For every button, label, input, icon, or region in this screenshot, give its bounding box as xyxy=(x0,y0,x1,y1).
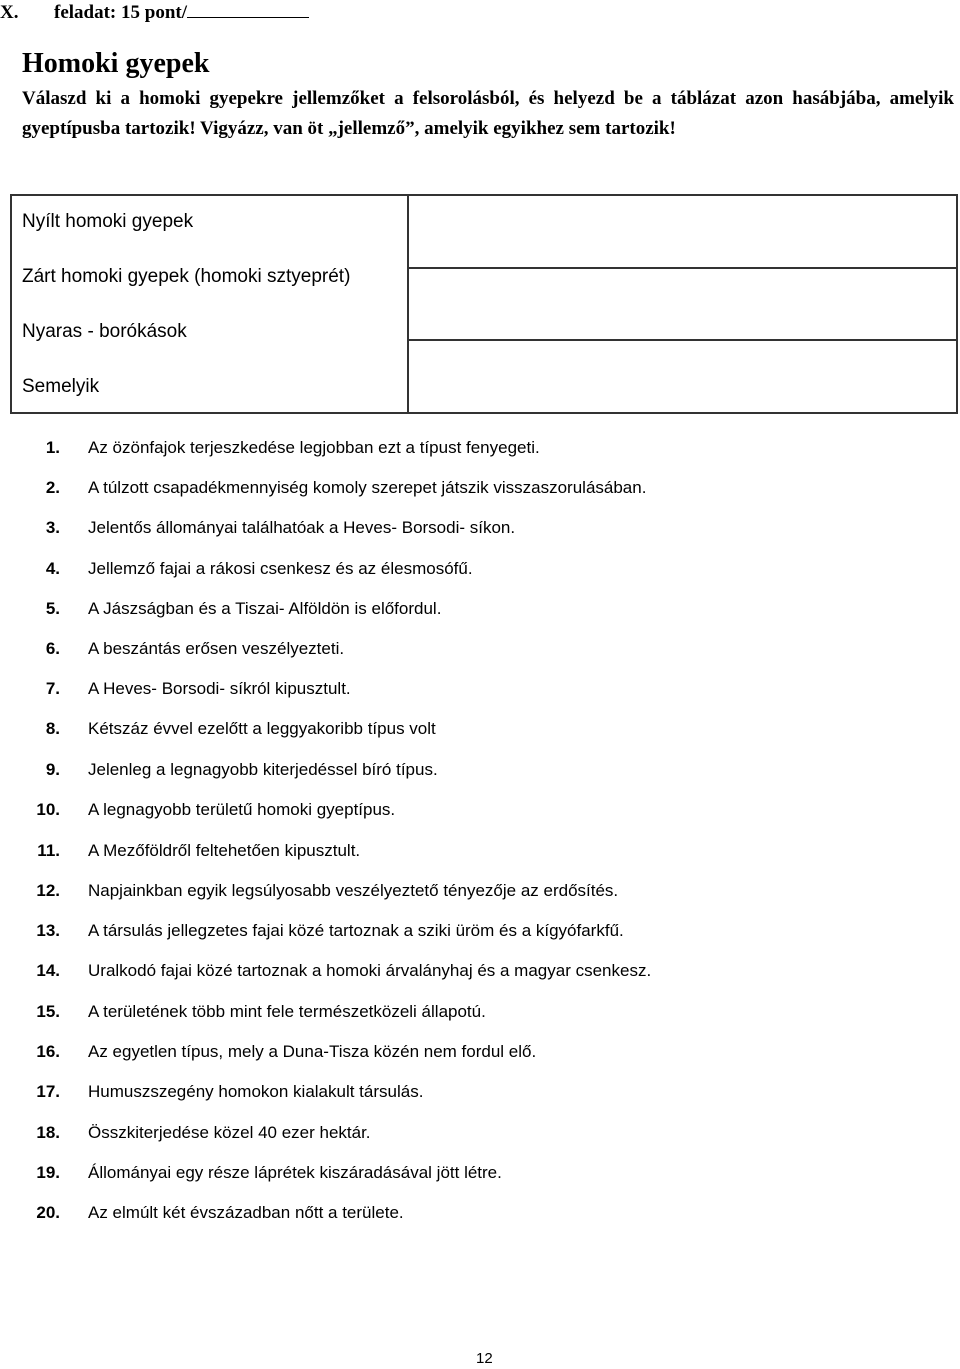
item-number: 5. xyxy=(45,599,60,618)
item-number: 13. xyxy=(36,921,60,940)
item-text: A túlzott csapadékmennyiség komoly szerepet játszik visszaszorulásában. xyxy=(88,478,647,497)
item-number: 15. xyxy=(36,1002,60,1021)
answer-table xyxy=(10,194,958,414)
exercise-points: feladat: 15 pont/ xyxy=(54,2,187,23)
item-number: 7. xyxy=(45,679,60,698)
item-number: 4. xyxy=(45,559,60,578)
item-text: A legnagyobb területű homoki gyeptípus. xyxy=(88,800,396,819)
answer-cell-none[interactable] xyxy=(409,341,956,412)
item-text: Kétszáz évvel ezelőtt a leggyakoribb típus volt xyxy=(88,719,436,738)
item-text: Uralkodó fajai közé tartoznak a homoki árvalányhaj és a magyar csenkesz. xyxy=(88,961,652,980)
item-text: A Mezőföldről feltehetően kipusztult. xyxy=(88,841,361,860)
item-text: Állományai egy része láprétek kiszáradásával jött létre. xyxy=(88,1163,502,1182)
instructions: Válaszd ki a homoki gyepekre jellemzőket a felsorolásból, és helyezd be a táblázat azon hasábjába, amelyik gyeptípusba tartozik! Vigyázz, van öt „jellemző”, amelyik egyikhez sem tartozik! xyxy=(22,88,954,139)
page-number: 12 xyxy=(476,1350,493,1367)
item-text: A társulás jellegzetes fajai közé tartoznak a sziki üröm és a kígyófarkfű. xyxy=(88,921,624,940)
item-number: 9. xyxy=(45,760,60,779)
score-blank-line[interactable] xyxy=(187,3,309,18)
exercise-number: X. xyxy=(0,2,19,23)
item-text: Napjainkban egyik legsúlyosabb veszélyeztető tényezője az erdősítés. xyxy=(88,881,619,900)
item-number: 18. xyxy=(36,1123,60,1142)
item-number: 16. xyxy=(36,1042,60,1061)
type-label-poplar-juniper: Nyaras - borókások xyxy=(22,321,187,342)
item-text: Az özönfajok terjeszkedése legjobban ezt a típust fenyegeti. xyxy=(88,438,540,457)
answer-cell-poplar-juniper[interactable] xyxy=(409,269,956,342)
item-number: 19. xyxy=(36,1163,60,1182)
item-text: A beszántás erősen veszélyezteti. xyxy=(88,639,345,658)
exercise-header xyxy=(0,0,309,26)
item-text: Az egyetlen típus, mely a Duna-Tisza közén nem fordul elő. xyxy=(88,1042,537,1061)
item-text: Jellemző fajai a rákosi csenkesz és az élesmosófű. xyxy=(88,559,473,578)
item-number: 11. xyxy=(37,841,60,860)
item-number: 10. xyxy=(36,800,60,819)
item-number: 3. xyxy=(45,518,60,537)
item-text: A Jászságban és a Tiszai- Alföldön is előfordul. xyxy=(88,599,442,618)
answer-column xyxy=(409,196,956,412)
item-text: Összkiterjedése közel 40 ezer hektár. xyxy=(88,1123,371,1142)
type-label-closed-sand-grassland: Zárt homoki gyepek (homoki sztyeprét) xyxy=(22,266,351,287)
type-label-none: Semelyik xyxy=(22,376,100,397)
item-text: Jelenleg a legnagyobb kiterjedéssel bíró típus. xyxy=(88,760,438,779)
item-text: Az elmúlt két évszázadban nőtt a területe. xyxy=(88,1203,404,1222)
item-number: 1. xyxy=(45,438,60,457)
item-number: 8. xyxy=(45,719,60,738)
item-number: 20. xyxy=(36,1203,60,1222)
type-column xyxy=(12,196,409,412)
item-text: Jelentős állományai találhatóak a Heves- Borsodi- síkon. xyxy=(88,518,516,537)
item-number: 14. xyxy=(36,961,60,980)
type-label-open-sand-grassland: Nyílt homoki gyepek xyxy=(22,211,194,232)
item-number: 6. xyxy=(45,639,60,658)
item-text: Humuszszegény homokon kialakult társulás. xyxy=(88,1082,424,1101)
answer-cell-open-sand-grassland[interactable] xyxy=(409,196,956,269)
item-number: 17. xyxy=(36,1082,60,1101)
item-number: 12. xyxy=(36,881,60,900)
item-number: 2. xyxy=(45,478,60,497)
page-title: Homoki gyepek xyxy=(22,48,210,79)
item-text: A Heves- Borsodi- síkról kipusztult. xyxy=(88,679,351,698)
item-text: A területének több mint fele természetközeli állapotú. xyxy=(88,1002,486,1021)
